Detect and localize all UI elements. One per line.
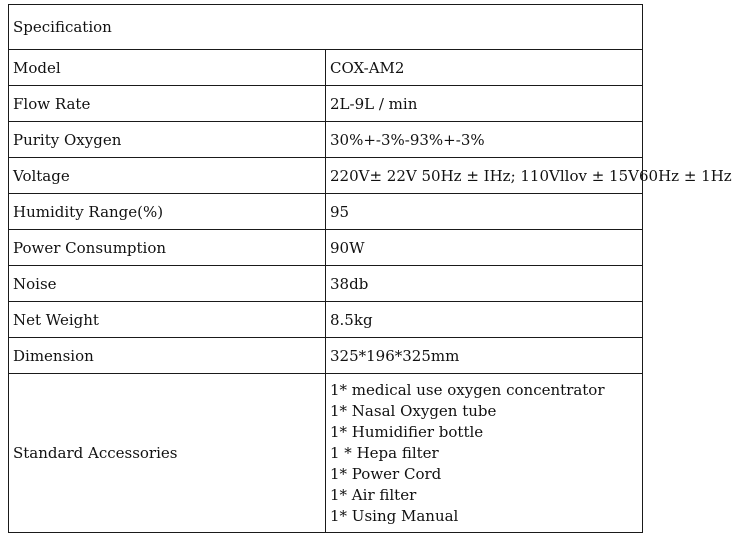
list-item: 1* Nasal Oxygen tube [330, 401, 497, 420]
row-key-model: Model [9, 50, 326, 86]
row-value-humidity-range: 95 [326, 194, 643, 230]
row-key-net-weight: Net Weight [9, 302, 326, 338]
table-header: Specification [9, 5, 643, 50]
table-row [9, 86, 643, 122]
row-key-humidity-range: Humidity Range(%) [9, 194, 326, 230]
row-value-noise: 38db [326, 266, 643, 302]
row-value-purity-oxygen: 30%+-3%-93%+-3% [326, 122, 643, 158]
table-row [9, 230, 643, 266]
row-value-dimension: 325*196*325mm [326, 338, 643, 374]
list-item: 1* Power Cord [330, 464, 442, 483]
list-item: 1* Air filter [330, 485, 417, 504]
list-item: 1 * Hepa filter [330, 443, 439, 462]
table-row [9, 158, 643, 194]
table-header-row [9, 5, 643, 50]
table-row [9, 338, 643, 374]
row-value-net-weight: 8.5kg [326, 302, 643, 338]
row-key-dimension: Dimension [9, 338, 326, 374]
table-row [9, 266, 643, 302]
list-item: 1* Using Manual [330, 506, 459, 525]
row-key-voltage: Voltage [9, 158, 326, 194]
table-row [9, 302, 643, 338]
accessories-list [330, 380, 638, 527]
specification-table [8, 4, 732, 533]
row-value-voltage: 220V± 22V 50Hz ± IHz; 110Vllov ± 15V60Hz ± 1Hz [326, 158, 643, 194]
table-row [9, 194, 643, 230]
row-key-purity-oxygen: Purity Oxygen [9, 122, 326, 158]
row-key-standard-accessories: Standard Accessories [9, 374, 326, 533]
row-key-power-consumption: Power Consumption [9, 230, 326, 266]
row-value-power-consumption: 90W [326, 230, 643, 266]
list-item: 1* Humidifier bottle [330, 422, 484, 441]
table-row [9, 374, 643, 533]
row-key-flow-rate: Flow Rate [9, 86, 326, 122]
list-item: 1* medical use oxygen concentrator [330, 380, 605, 399]
row-key-noise: Noise [9, 266, 326, 302]
row-value-flow-rate: 2L-9L / min [326, 86, 643, 122]
row-value-model: COX-AM2 [326, 50, 643, 86]
table-row [9, 122, 643, 158]
accessories-cell [326, 374, 643, 533]
table-row [9, 50, 643, 86]
